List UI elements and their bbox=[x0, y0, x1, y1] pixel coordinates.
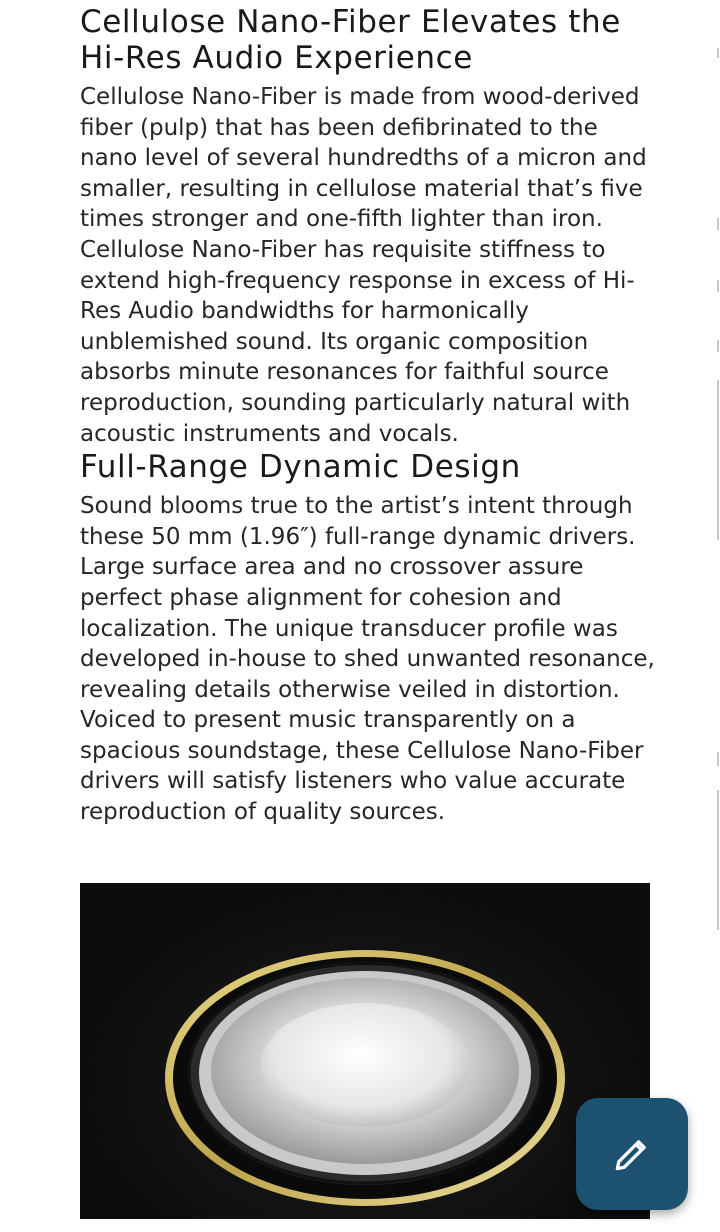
edit-button[interactable] bbox=[576, 1098, 688, 1210]
section-title-full-range: Full-Range Dynamic Design bbox=[80, 449, 521, 486]
section-body-cellulose: Cellulose Nano-Fiber is made from wood-derived fiber (pulp) that has been defibrinated to the nano level of several hundredths of a micron and smaller, resulting in cellulose material that’s five times stronger and one-fifth lighter than iron. Cellulose Nano-Fiber has requisite stiffness to extend high-frequency response in excess of Hi-Res Audio bandwidths for harmonically unblemished sound. Its organic composition absorbs minute resonances for faithful source reproduction, sounding particularly natural with acoustic instruments and vocals. bbox=[80, 84, 647, 447]
article-content bbox=[80, 0, 655, 828]
driver-image bbox=[80, 883, 650, 1219]
section-body-full-range: Sound blooms true to the artist’s intent through these 50 mm (1.96″) full-range dynamic drivers. Large surface area and no crossover assure perfect phase alignment for cohesion and localization. The unique transducer profile was developed in-house to shed unwanted resonance, revealing details otherwise veiled in distortion. Voiced to present music transparently on a spacious soundstage, these Cellulose Nano-Fiber drivers will satisfy listeners who value accurate reproduction of quality sources. bbox=[80, 493, 655, 826]
section-title-cellulose: Cellulose Nano-Fiber Elevates the Hi-Res Audio Experience bbox=[80, 4, 621, 76]
pencil-icon bbox=[610, 1132, 654, 1176]
scroll-edge-marks bbox=[714, 0, 720, 1232]
driver-diaphragm-illustration bbox=[80, 883, 650, 1219]
